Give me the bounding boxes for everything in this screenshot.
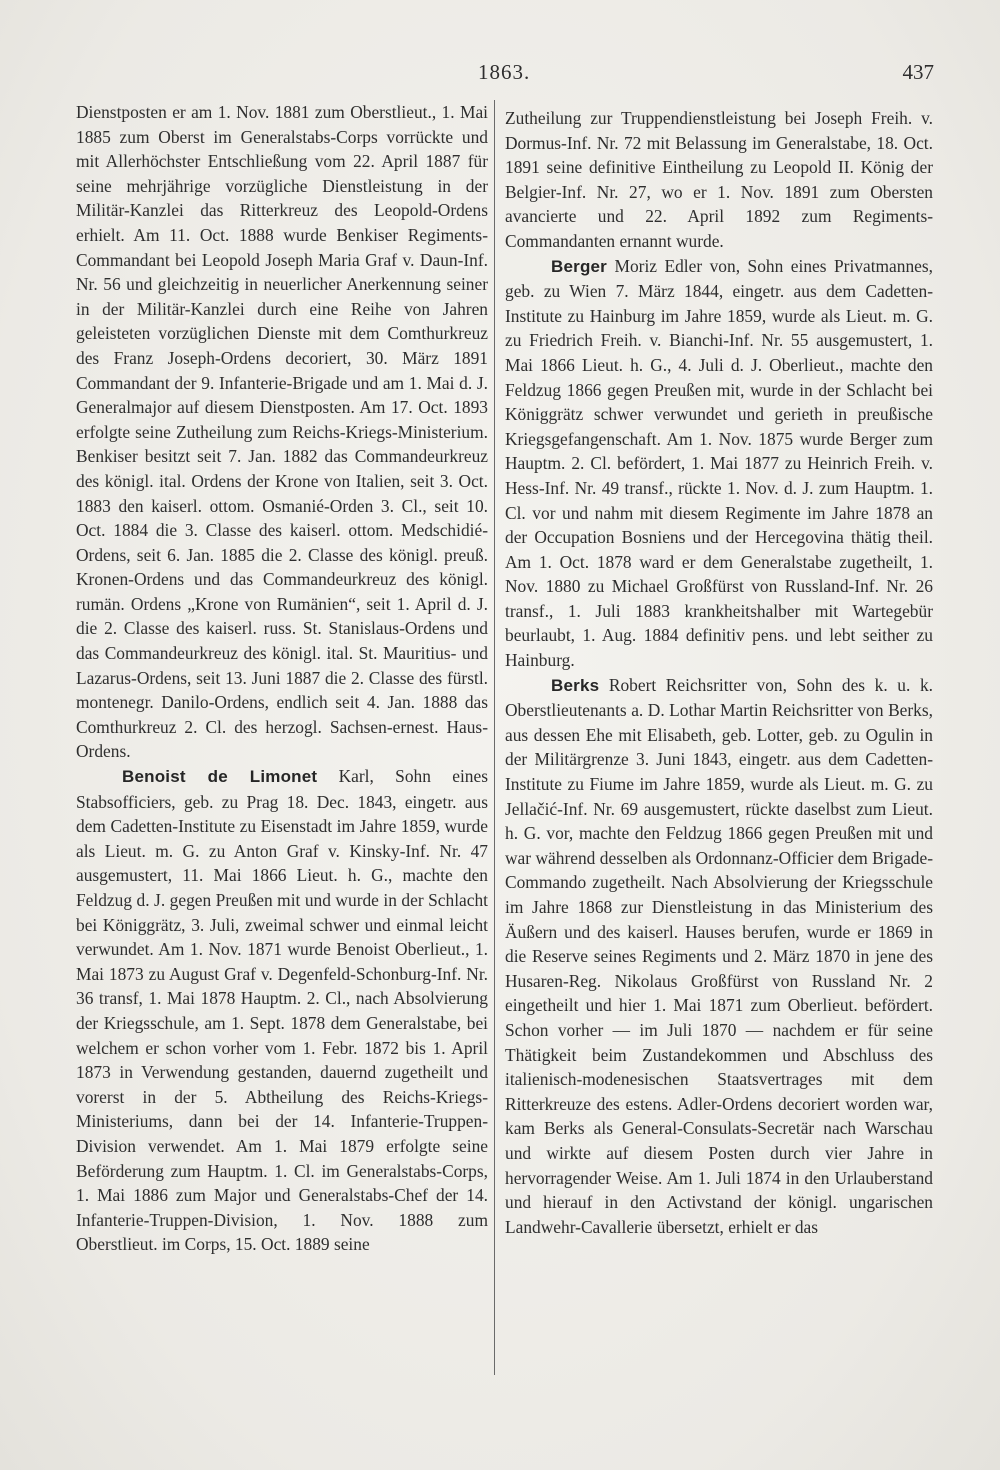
column-divider [494,100,495,1375]
page-number: 437 [902,60,934,84]
page-header [0,60,1000,94]
entry-name: Berks [551,675,600,695]
entry-name: Benoist de Limonet [122,767,318,787]
paragraph-benkiser-continued: Dienstposten er am 1. Nov. 1881 zum Oberstlieut., 1. Mai 1885 zum Oberst im Generalstabs-Corps vorrückte und mit Allerhöchster Entschließung vom 22. April 1887 für seine mehrjährige vorzügliche Dienstleistung in der Militär-Kanzlei das Ritterkreuz des Leopold-Ordens erhielt. Am 11. Oct. 1888 wurde Benkiser Regiments-Commandant bei Leopold Joseph Maria Graf v. Daun-Inf. Nr. 56 und gleichzeitig in neuerlicher Anerkennung seiner in der Militär-Kanzlei durch eine Reihe von Jahren geleisteten vorzüglichen Dienste mit dem Comthurkreuz des Franz Joseph-Ordens decoriert, 30. März 1891 Commandant der 9. Infanterie-Brigade und am 1. Mai d. J. Generalmajor auf diesem Dienstposten. Am 17. Oct. 1893 erfolgte seine Zutheilung zum Reichs-Kriegs-Ministerium. Benkiser besitzt seit 7. Jan. 1882 das Commandeurkreuz des königl. ital. Ordens der Krone von Italien, seit 3. Oct. 1883 den kaiserl. ottom. Osmanié-Orden 3. Cl., seit 10. Oct. 1884 die 3. Classe des kaiserl. ottom. Medschidié-Ordens, seit 6. Jan. 1885 die 2. Classe des königl. preuß. Kronen-Ordens und das Commandeurkreuz des königl. rumän. Ordens „Krone von Rumänien“, seit 1. April d. J. die 2. Classe des kaiserl. russ. St. Stanislaus-Ordens und das Commandeurkreuz des königl. ital. St. Mauritius- und Lazarus-Ordens, seit 13. Juni 1887 die 2. Classe des fürstl. montenegr. Danilo-Ordens, endlich seit 4. Jan. 1888 das Comthurkreuz 2. Cl. des herzogl. Sachsen-ernest. Haus-Ordens. [76,102,488,762]
entry-text: Moriz Edler von, Sohn eines Privatmannes, geb. zu Wien 7. März 1844, eingetr. aus dem Cadetten-Institute zu Hainburg im Jahre 1859, wurde als Lieut. m. G. zu Friedrich Freih. v. Bianchi-Inf. Nr. 55 ausgemustert, 1. Mai 1866 Lieut. h. G., 4. Juli d. J. Oberlieut., machte den Feldzug 1866 gegen Preußen mit, wurde in der Schlacht bei Königgrätz schwer verwundet und gerieth in preußische Kriegsgefangenschaft. Am 1. Nov. 1875 wurde Berger zum Hauptm. 2. Cl. befördert, 1. Mai 1877 zu Heinrich Freih. v. Hess-Inf. Nr. 49 transf., rückte 1. Nov. d. J. zum Hauptm. 1. Cl. vor und nahm mit diesem Regimente im Jahre 1878 an der Occupation Bosniens und der Hercegovina thätig theil. Am 1. Oct. 1878 ward er dem Generalstabe zugetheilt, 1. Nov. 1880 zu Michael Großfürst von Russland-Inf. Nr. 26 transf., 1. Juli 1883 krankheitshalber mit Wartegebür beurlaubt, 1. Aug. 1884 definitiv pens. und lebt seither zu Hainburg. [505,255,933,671]
entry-berger [505,254,933,673]
entry-berks [505,673,933,1240]
entry-text: Robert Reichsritter von, Sohn des k. u. k. Oberstlieutenants a. D. Lothar Martin Reichsritter von Berks, aus dessen Ehe mit Elisabeth, geb. Lotter, geb. zu Ogulin in der Militärgrenze 3. Juni 1843, eingetr. aus dem Cadetten-Institute zu Fiume im Jahre 1859, wurde als Lieut. m. G. zu Jellačić-Inf. Nr. 69 ausgemustert, rückte daselbst zum Lieut. h. G. vor, machte den Feldzug 1866 gegen Preußen mit und war während desselben als Ordonnanz-Officier dem Brigade-Commando zugetheilt. Nach Absolvierung der Kriegsschule im Jahre 1868 zur Dienstleistung in das Ministerium des Äußern und des kaiserl. Hauses berufen, wurde er 1869 in die Reserve seines Regiments und 2. März 1870 in jene des Husaren-Reg. Nikolaus Großfürst von Russland Nr. 2 eingetheilt und hier 1. Mai 1871 zum Oberlieut. befördert. Schon vorher — im Juli 1870 — nachdem er für seine Thätigkeit beim Zustandekommen und Abschluss des italienisch-modenesischen Staatsvertrages mit dem Ritterkreuze des estens. Adler-Ordens decoriert worden war, kam Berks als General-Consulats-Secretär nach Warschau und wirkte auf diesem Posten durch vier Jahre in hervorragender Weise. Am 1. Juli 1874 in den Urlauberstand und hierauf in den Activstand der königl. ungarischen Landwehr-Cavallerie übersetzt, erhielt er das [505,674,933,1237]
entry-name: Berger [551,256,608,276]
left-column [76,100,488,1257]
entry-text: Karl, Sohn eines Stabsofficiers, geb. zu Prag 18. Dec. 1843, eingetr. aus dem Cadetten-Institute zu Eisenstadt im Jahre 1859, wurde als Lieut. m. G. zu Anton Graf v. Kinsky-Inf. Nr. 47 ausgemustert, 11. Mai 1866 Lieut. h. G., machte den Feldzug d. J. gegen Preußen mit und wurde in der Schlacht bei Königgrätz, 3. Juli, zweimal schwer und einmal leicht verwundet. Am 1. Nov. 1871 wurde Benoist Oberlieut., 1. Mai 1873 zu August Graf v. Degenfeld-Schonburg-Inf. Nr. 36 transf, 1. Mai 1878 Hauptm. 2. Cl., nach Absolvierung der Kriegsschule, am 1. Sept. 1878 dem Generalstabe, bei welchem er schon vorher vom 1. Febr. 1872 bis 1. April 1873 in Verwendung gestanden, dauernd zugetheilt und vorerst in der 5. Abtheilung des Reichs-Kriegs-Ministeriums, dann bei der 14. Infanterie-Truppen-Division verwendet. Am 1. Mai 1879 erfolgte seine Beförderung zum Hauptm. 1. Cl. im Generalstabs-Corps, 1. Mai 1886 zum Major und Generalstabs-Chef der 14. Infanterie-Truppen-Division, 1. Nov. 1888 zum Oberstlieut. im Corps, 15. Oct. 1889 seine [76,766,488,1255]
paragraph-benoist-continued: Zutheilung zur Truppendienstleistung bei Joseph Freih. v. Dormus-Inf. Nr. 72 mit Belassung im Generalstabe, 18. Oct. 1891 seine definitive Eintheilung zu Leopold II. König der Belgier-Inf. Nr. 27, wo er 1. Nov. 1891 zum Obersten avancierte und 22. April 1892 zum Regiments-Commandanten ernannt wurde. [505,108,933,251]
right-column [505,106,933,1239]
page-year-heading: 1863. [478,60,531,84]
entry-benoist-de-limonet [76,764,488,1257]
